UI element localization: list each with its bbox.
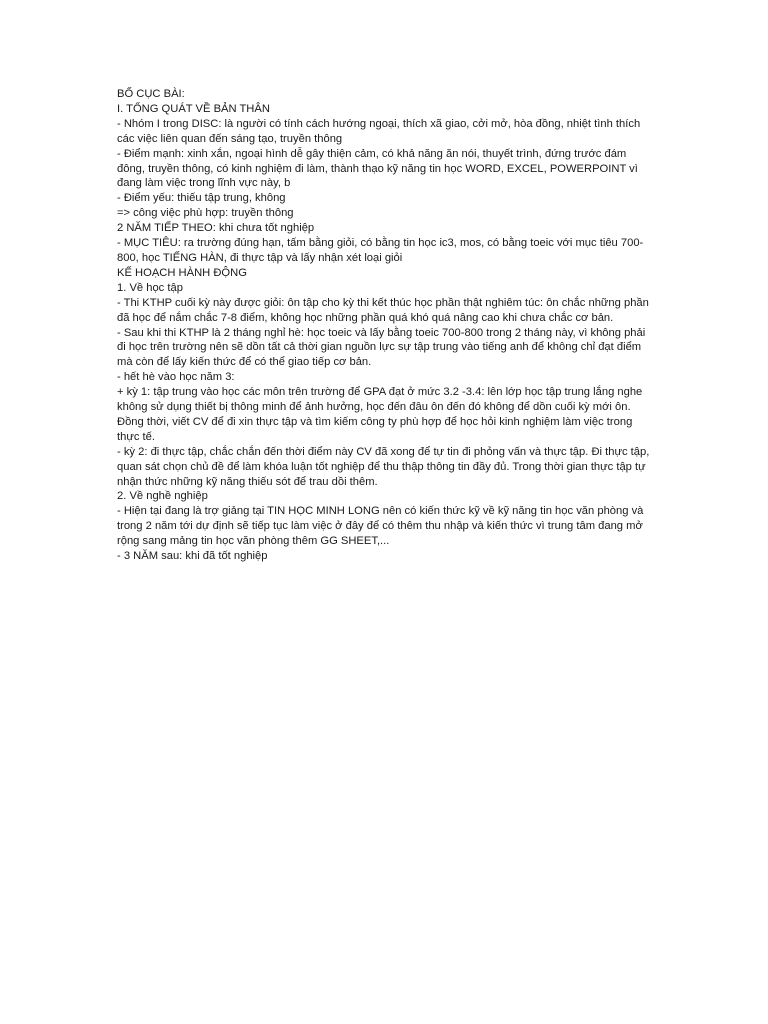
paragraph-weaknesses: - Điểm yếu: thiếu tập trung, không: [117, 192, 286, 205]
paragraph-current-job: - Hiện tại đang là trợ giảng tại TIN HỌC MINH LONG nên có kiến thức kỹ về kỹ năng tin học văn phòng và trong 2 năm tới dự định sẽ tiếp tục làm việc ở đây để có thêm thu nhập và kiến thức vì trung tâm đang mở rộng sang mảng tin học văn phòng thêm GG SHEET,...: [117, 505, 644, 548]
paragraph-goals: - MỤC TIÊU: ra trường đúng hạn, tấm bằng giỏi, có bằng tin học ic3, mos, có bằng toeic với mục tiêu 700-800, học TIẾNG HÀN, đi thực tập và lấy nhận xét loại giỏi: [117, 237, 644, 264]
subheading-career: 2. Về nghề nghiệp: [117, 490, 208, 503]
paragraph-three-years-later: - 3 NĂM sau: khi đã tốt nghiệp: [117, 550, 268, 563]
paragraph-strengths: - Điểm mạnh: xinh xắn, ngoại hình dễ gây thiện cảm, có khả năng ăn nói, thuyết trình, đứng trước đám đông, truyền thông, có kinh nghiệm đi làm, thành thạo kỹ năng tin học WORD, EXCEL, POWERPOINT vì đang làm việc trong lĩnh vực này, b: [117, 147, 638, 190]
section-heading-next-two-years: 2 NĂM TIẾP THEO: khi chưa tốt nghiệp: [117, 222, 315, 235]
document-body: [117, 87, 657, 564]
paragraph-final-exam: - Thi KTHP cuối kỳ này được giỏi: ôn tập cho kỳ thi kết thúc học phần thật nghiêm túc: ôn chắc những phần đã học để nắm chắc 7-8 điểm, không học những phần quá khó quá nâng cao khi chưa chắc cơ bản.: [117, 296, 649, 324]
subheading-study: 1. Về học tập: [117, 281, 183, 294]
doc-heading-layout: BỐ CỤC BÀI:: [117, 88, 185, 100]
paragraph-disc-group: - Nhóm I trong DISC: là người có tính cách hướng ngoại, thích xã giao, cởi mở, hòa đồng, nhiệt tình thích các việc liên quan đến sáng tạo, truyền thông: [117, 117, 641, 145]
paragraph-semester-one: + kỳ 1: tập trung vào học các môn trên trường để GPA đạt ở mức 3.2 -3.4: lên lớp học tập trung lắng nghe không sử dụng thiết bị thông minh để ảnh hưởng, học đến đâu ôn đến đó không để dồn cuối kỳ mới ôn. Đồng thời, viết CV để đi xin thực tập và tìm kiếm công ty phù hợp để học hỏi kinh nghiệm làm việc trong thực tế.: [117, 386, 643, 443]
paragraph-summer-toeic: - Sau khi thi KTHP là 2 tháng nghỉ hè: học toeic và lấy bằng toeic 700-800 trong 2 tháng này, vì không phải đi học trên trường nên sẽ dồn tất cả thời gian nguồn lực sự tập trung vào tiếng anh để không chỉ đạt điểm mà còn để lấy kiến thức để có thể giao tiếp cơ bản.: [117, 326, 646, 369]
section-heading-overview: I. TỔNG QUÁT VỀ BẢN THÂN: [117, 102, 270, 115]
paragraph-year-three: - hết hè vào học năm 3:: [117, 371, 235, 384]
paragraph-semester-two: - kỳ 2: đi thực tập, chắc chắn đến thời điểm này CV đã xong để tự tin đi phỏng vấn và thực tập. Đi thực tập, quan sát chọn chủ đề để làm khóa luận tốt nghiệp để thu thập thông tin đầy đủ. Trong thời gian thực tập tự nhận thức những kỹ năng thiếu sót để trau dồi thêm.: [117, 445, 650, 488]
section-heading-action-plan: KẾ HOẠCH HÀNH ĐỘNG: [117, 266, 247, 279]
paragraph-suitable-job: => công việc phù hợp: truyền thông: [117, 207, 294, 220]
